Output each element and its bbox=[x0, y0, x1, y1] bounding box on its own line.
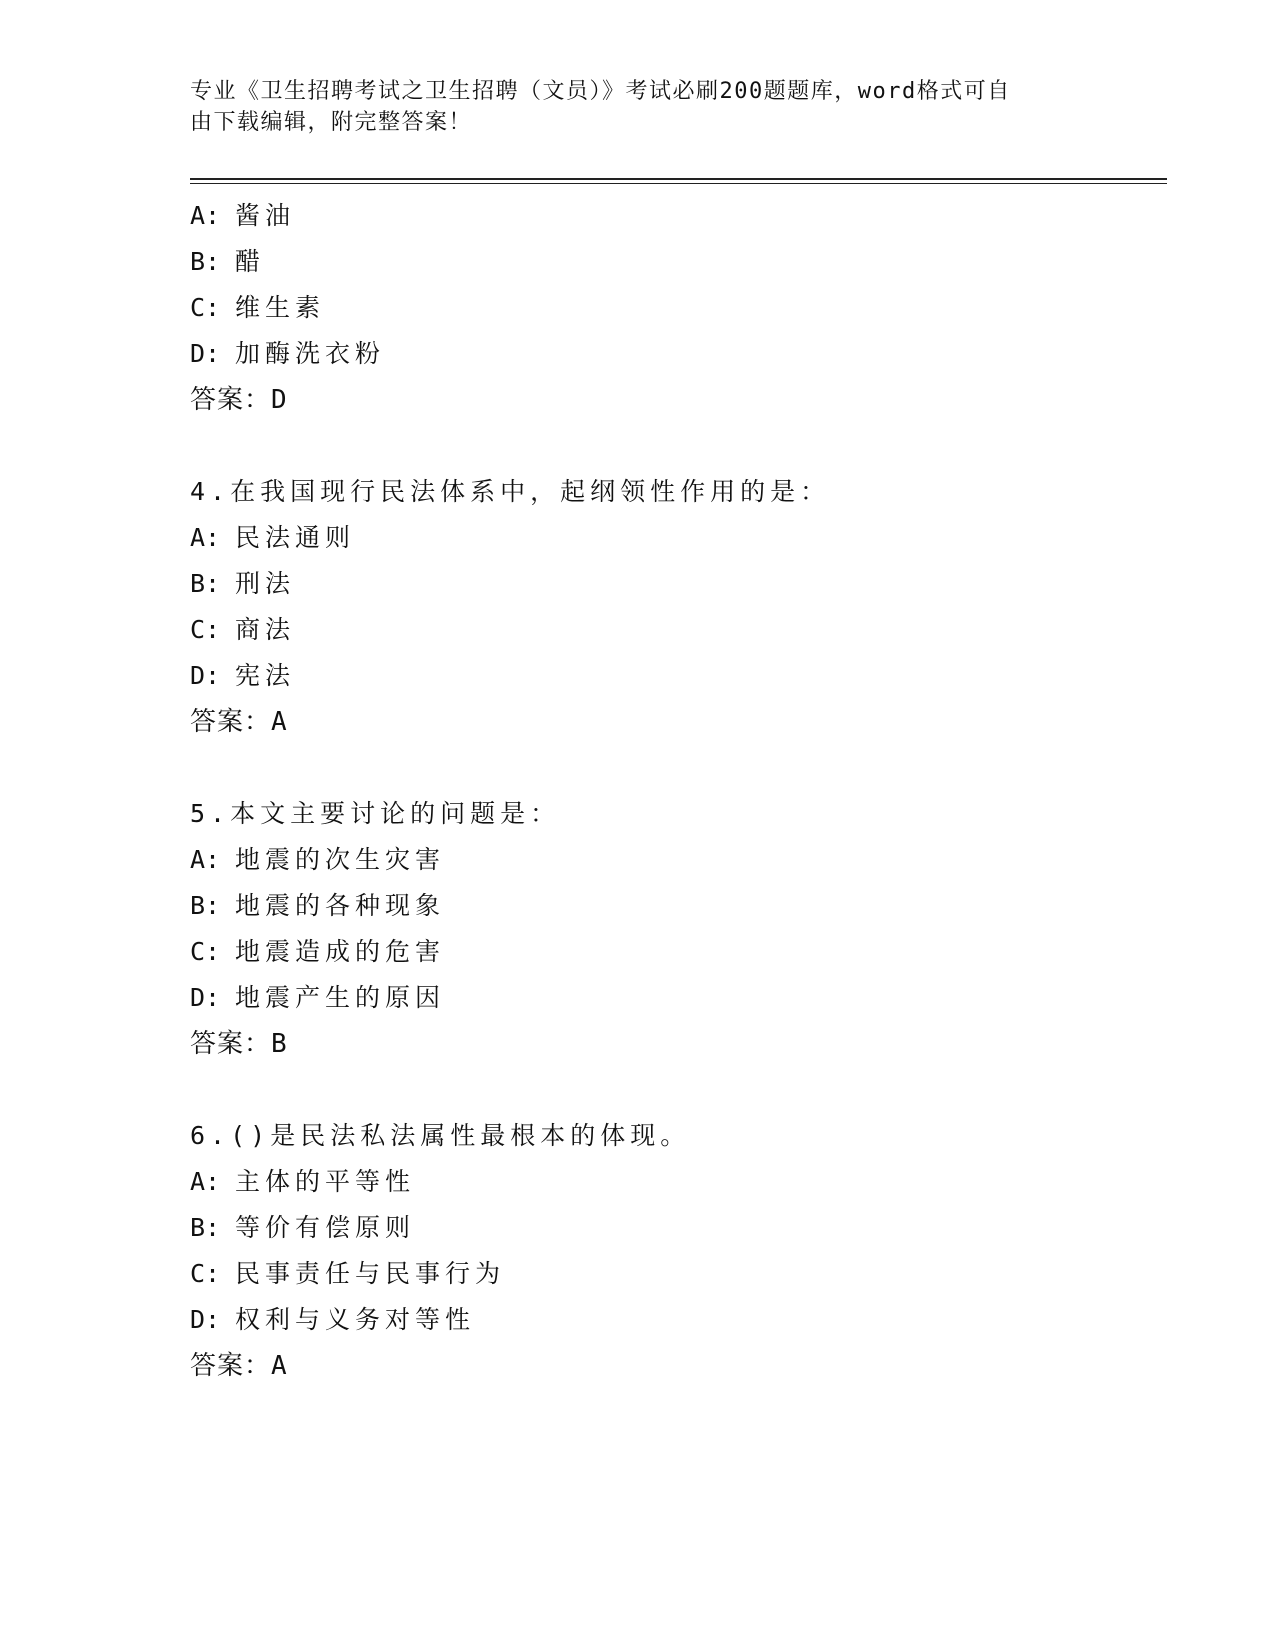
question-block-5 bbox=[190, 791, 1150, 1067]
option-text: 宪法 bbox=[235, 661, 296, 690]
question-block-4 bbox=[190, 469, 1150, 745]
question-text: 4.在我国现行民法体系中，起纲领性作用的是： bbox=[190, 477, 831, 506]
answer-line: 答案：D bbox=[190, 385, 287, 415]
option-c: C: 维生素 bbox=[190, 293, 326, 322]
option-text: 民法通则 bbox=[235, 523, 356, 552]
option-b: B: 醋 bbox=[190, 247, 266, 276]
option-text: 地震的各种现象 bbox=[235, 891, 446, 920]
document-header bbox=[190, 76, 1090, 138]
question-text: 5.本文主要讨论的问题是： bbox=[190, 799, 561, 828]
header-line-1: 专业《卫生招聘考试之卫生招聘（文员）》考试必刷200题题库，word格式可自 bbox=[190, 79, 1011, 104]
option-a: A: 民法通则 bbox=[190, 523, 356, 552]
option-text: 加酶洗衣粉 bbox=[235, 339, 386, 368]
option-d: D: 宪法 bbox=[190, 661, 296, 690]
option-d: D: 权利与义务对等性 bbox=[190, 1305, 476, 1334]
option-text: 地震的次生灾害 bbox=[235, 845, 446, 874]
option-d: D: 地震产生的原因 bbox=[190, 983, 446, 1012]
answer-line: 答案：B bbox=[190, 1029, 287, 1059]
question-content bbox=[190, 193, 1150, 1389]
question-text: 6.()是民法私法属性最根本的体现。 bbox=[190, 1121, 691, 1150]
option-a: A: 主体的平等性 bbox=[190, 1167, 416, 1196]
answer-line: 答案：A bbox=[190, 707, 287, 737]
option-d: D: 加酶洗衣粉 bbox=[190, 339, 386, 368]
option-text: 主体的平等性 bbox=[235, 1167, 416, 1196]
option-text: 地震产生的原因 bbox=[235, 983, 446, 1012]
answer-value: A bbox=[271, 707, 287, 737]
option-b: B: 等价有偿原则 bbox=[190, 1213, 416, 1242]
option-text: 维生素 bbox=[235, 293, 326, 322]
option-text: 权利与义务对等性 bbox=[235, 1305, 476, 1334]
option-c: C: 商法 bbox=[190, 615, 296, 644]
option-b: B: 刑法 bbox=[190, 569, 296, 598]
header-line-2: 由下载编辑，附完整答案！ bbox=[190, 110, 473, 135]
answer-value: A bbox=[271, 1351, 287, 1381]
answer-value: B bbox=[271, 1029, 287, 1059]
option-text: 等价有偿原则 bbox=[235, 1213, 416, 1242]
answer-line: 答案：A bbox=[190, 1351, 287, 1381]
option-c: C: 民事责任与民事行为 bbox=[190, 1259, 506, 1288]
option-a: A: 地震的次生灾害 bbox=[190, 845, 446, 874]
option-text: 地震造成的危害 bbox=[235, 937, 446, 966]
option-text: 酱油 bbox=[235, 201, 296, 230]
option-text: 商法 bbox=[235, 615, 296, 644]
header-divider-thick bbox=[190, 178, 1167, 180]
option-c: C: 地震造成的危害 bbox=[190, 937, 446, 966]
option-text: 醋 bbox=[235, 247, 266, 276]
option-text: 刑法 bbox=[235, 569, 296, 598]
question-block-3 bbox=[190, 193, 1150, 423]
option-b: B: 地震的各种现象 bbox=[190, 891, 446, 920]
option-a: A: 酱油 bbox=[190, 201, 296, 230]
question-block-6 bbox=[190, 1113, 1150, 1389]
header-divider-thin bbox=[190, 183, 1167, 184]
answer-value: D bbox=[271, 385, 287, 415]
option-text: 民事责任与民事行为 bbox=[235, 1259, 506, 1288]
